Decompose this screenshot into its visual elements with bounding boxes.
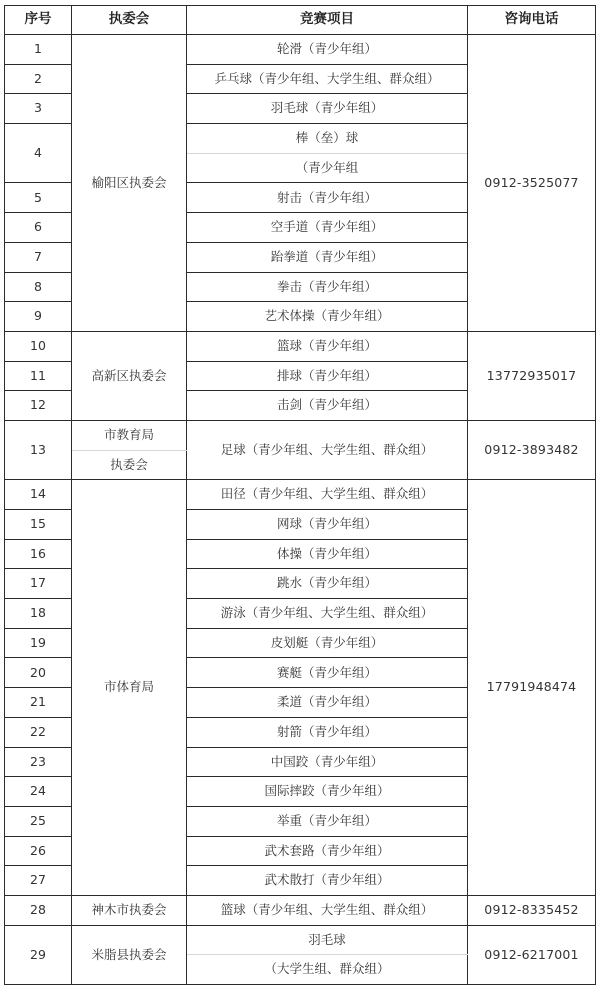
event-cell: 足球（青少年组、大学生组、群众组）: [187, 420, 468, 479]
event-cell: 篮球（青少年组）: [187, 331, 468, 361]
event-cell: 体操（青少年组）: [187, 539, 468, 569]
phone-cell: 0912-3525077: [468, 35, 596, 332]
event-cell-line-2: （大学生组、群众组）: [187, 955, 468, 985]
event-cell: 国际摔跤（青少年组）: [187, 777, 468, 807]
event-cell: 射击（青少年组）: [187, 183, 468, 213]
row-number: 4: [5, 124, 72, 183]
row-number: 17: [5, 569, 72, 599]
table-row: [5, 480, 596, 510]
row-number: 9: [5, 302, 72, 332]
row-number: 24: [5, 777, 72, 807]
table-row: [5, 35, 596, 65]
committee-cell: 市体育局: [72, 480, 187, 896]
header-phone: 咨询电话: [468, 6, 596, 35]
header-committee: 执委会: [72, 6, 187, 35]
row-number: 26: [5, 836, 72, 866]
row-number: 14: [5, 480, 72, 510]
table-row: [5, 895, 596, 925]
event-cell: 跳水（青少年组）: [187, 569, 468, 599]
row-number: 1: [5, 35, 72, 65]
row-number: 25: [5, 806, 72, 836]
row-number: 15: [5, 510, 72, 540]
row-number: 13: [5, 420, 72, 479]
row-number: 29: [5, 925, 72, 984]
event-cell: 皮划艇（青少年组）: [187, 628, 468, 658]
event-cell: 轮滑（青少年组）: [187, 35, 468, 65]
row-number: 11: [5, 361, 72, 391]
committee-cell: 米脂县执委会: [72, 925, 187, 984]
event-cell: 排球（青少年组）: [187, 361, 468, 391]
row-number: 22: [5, 717, 72, 747]
event-cell: 羽毛球（青少年组）: [187, 94, 468, 124]
contacts-table: [4, 5, 596, 985]
committee-cell: 神木市执委会: [72, 895, 187, 925]
row-number: 21: [5, 688, 72, 718]
event-cell: 艺术体操（青少年组）: [187, 302, 468, 332]
row-number: 5: [5, 183, 72, 213]
phone-cell: 13772935017: [468, 331, 596, 420]
phone-cell: 0912-8335452: [468, 895, 596, 925]
row-number: 2: [5, 64, 72, 94]
committee-cell-line-1: 市教育局: [72, 420, 187, 450]
row-number: 27: [5, 866, 72, 896]
event-cell: 中国跤（青少年组）: [187, 747, 468, 777]
event-cell: 柔道（青少年组）: [187, 688, 468, 718]
table-row: [5, 420, 596, 450]
header-row: [5, 6, 596, 35]
table-row: [5, 925, 596, 955]
committee-cell: 高新区执委会: [72, 331, 187, 420]
event-cell-line-1: 棒（垒）球: [187, 124, 468, 154]
header-no: 序号: [5, 6, 72, 35]
row-number: 20: [5, 658, 72, 688]
event-cell: 篮球（青少年组、大学生组、群众组）: [187, 895, 468, 925]
row-number: 16: [5, 539, 72, 569]
row-number: 10: [5, 331, 72, 361]
row-number: 12: [5, 391, 72, 421]
phone-cell: 0912-3893482: [468, 420, 596, 479]
event-cell: 田径（青少年组、大学生组、群众组）: [187, 480, 468, 510]
event-cell: 举重（青少年组）: [187, 806, 468, 836]
event-cell: 游泳（青少年组、大学生组、群众组）: [187, 599, 468, 629]
row-number: 6: [5, 213, 72, 243]
event-cell: 空手道（青少年组）: [187, 213, 468, 243]
event-cell: 网球（青少年组）: [187, 510, 468, 540]
event-cell: 乒乓球（青少年组、大学生组、群众组）: [187, 64, 468, 94]
header-events: 竞赛项目: [187, 6, 468, 35]
committee-cell-line-2: 执委会: [72, 450, 187, 480]
event-cell-line-1: 羽毛球: [187, 925, 468, 955]
row-number: 28: [5, 895, 72, 925]
row-number: 19: [5, 628, 72, 658]
row-number: 3: [5, 94, 72, 124]
table-body: [5, 35, 596, 985]
table-header: [5, 6, 596, 35]
event-cell: 武术散打（青少年组）: [187, 866, 468, 896]
event-cell: 武术套路（青少年组）: [187, 836, 468, 866]
row-number: 7: [5, 242, 72, 272]
phone-cell: 17791948474: [468, 480, 596, 896]
event-cell: 拳击（青少年组）: [187, 272, 468, 302]
row-number: 18: [5, 599, 72, 629]
phone-cell: 0912-6217001: [468, 925, 596, 984]
event-cell: 赛艇（青少年组）: [187, 658, 468, 688]
event-cell: 击剑（青少年组）: [187, 391, 468, 421]
event-cell-line-2: （青少年组: [187, 153, 468, 183]
committee-cell: 榆阳区执委会: [72, 35, 187, 332]
row-number: 23: [5, 747, 72, 777]
event-cell: 跆拳道（青少年组）: [187, 242, 468, 272]
table-row: [5, 331, 596, 361]
row-number: 8: [5, 272, 72, 302]
event-cell: 射箭（青少年组）: [187, 717, 468, 747]
